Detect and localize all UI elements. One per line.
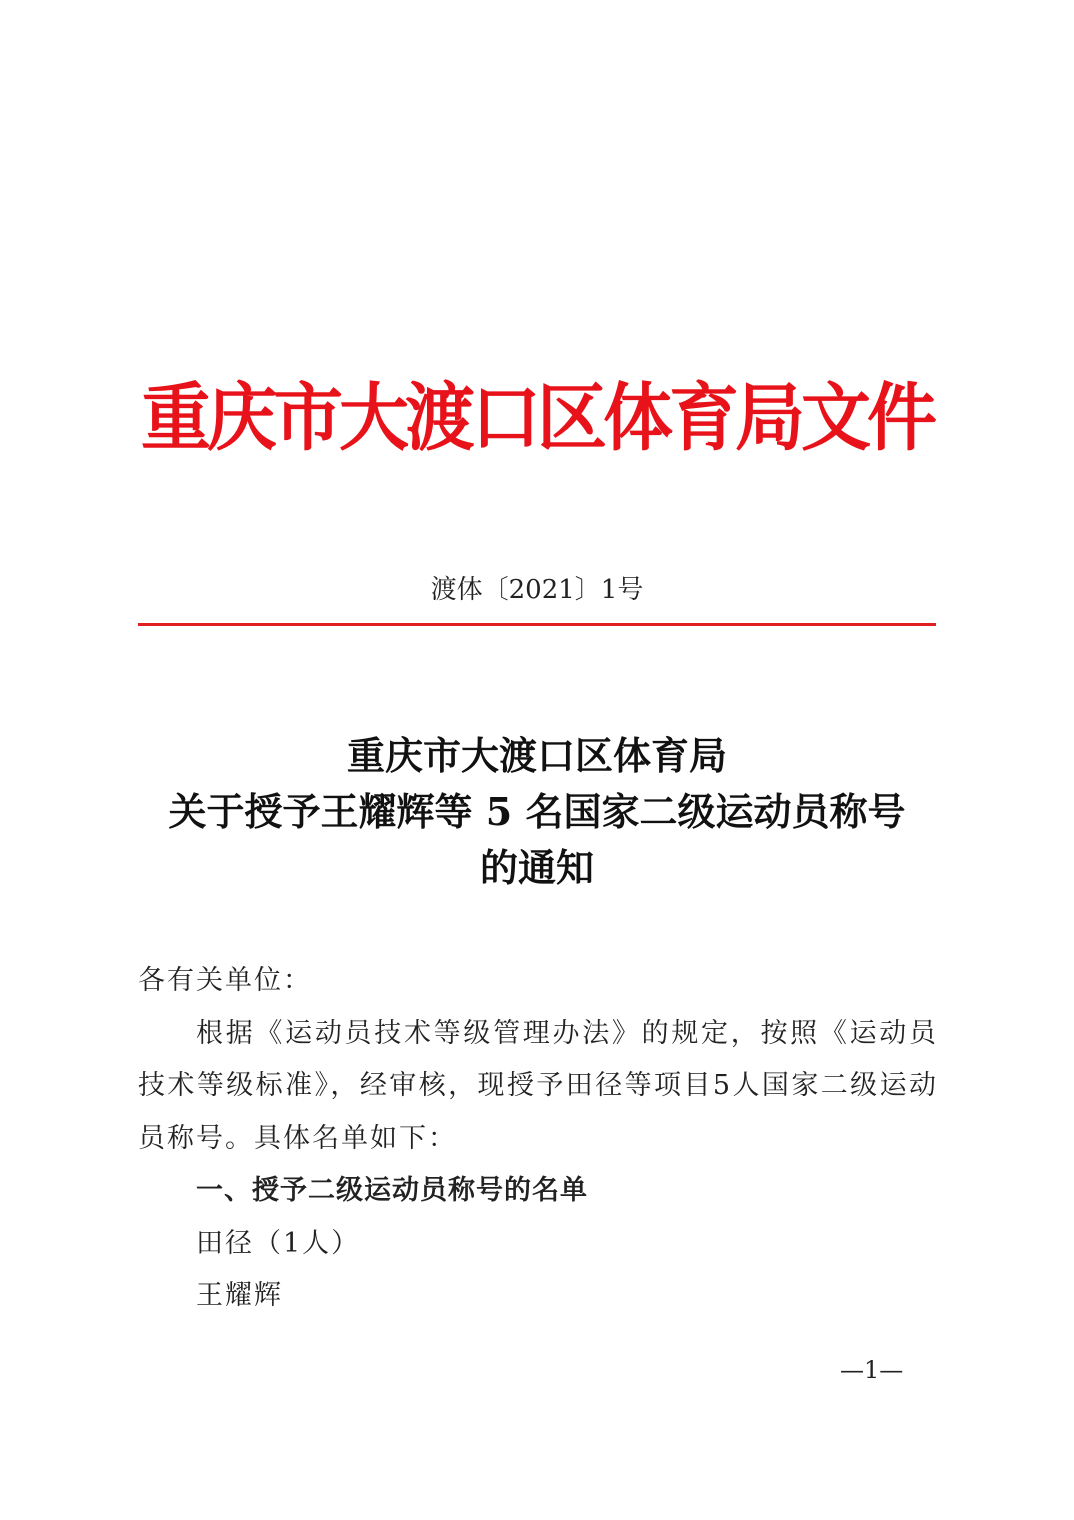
paragraph-1: 根据《运动员技术等级管理办法》的规定，按照《运动员技术等级标准》，经审核，现授予田径等项目5人国家二级运动员称号。具体名单如下： <box>138 1017 938 1154</box>
title-line-3: 的通知 <box>479 845 594 890</box>
title-line-2: 关于授予王耀辉等 5 名国家二级运动员称号 <box>168 789 906 834</box>
page-number: —1— <box>840 1356 904 1384</box>
document-masthead: 重庆市大渡口区体育局文件 <box>141 373 933 461</box>
document-number: 渡体〔2021〕1号 <box>430 575 644 605</box>
document-body <box>138 955 938 1323</box>
red-divider-line <box>138 623 936 626</box>
document-title <box>0 728 1074 896</box>
section-heading-1: 一、授予二级运动员称号的名单 <box>196 1175 588 1206</box>
athlete-name: 王耀辉 <box>196 1280 283 1311</box>
salutation: 各有关单位： <box>138 965 312 996</box>
category-label: 田径（1人） <box>196 1227 361 1259</box>
title-line-1: 重庆市大渡口区体育局 <box>346 733 727 778</box>
